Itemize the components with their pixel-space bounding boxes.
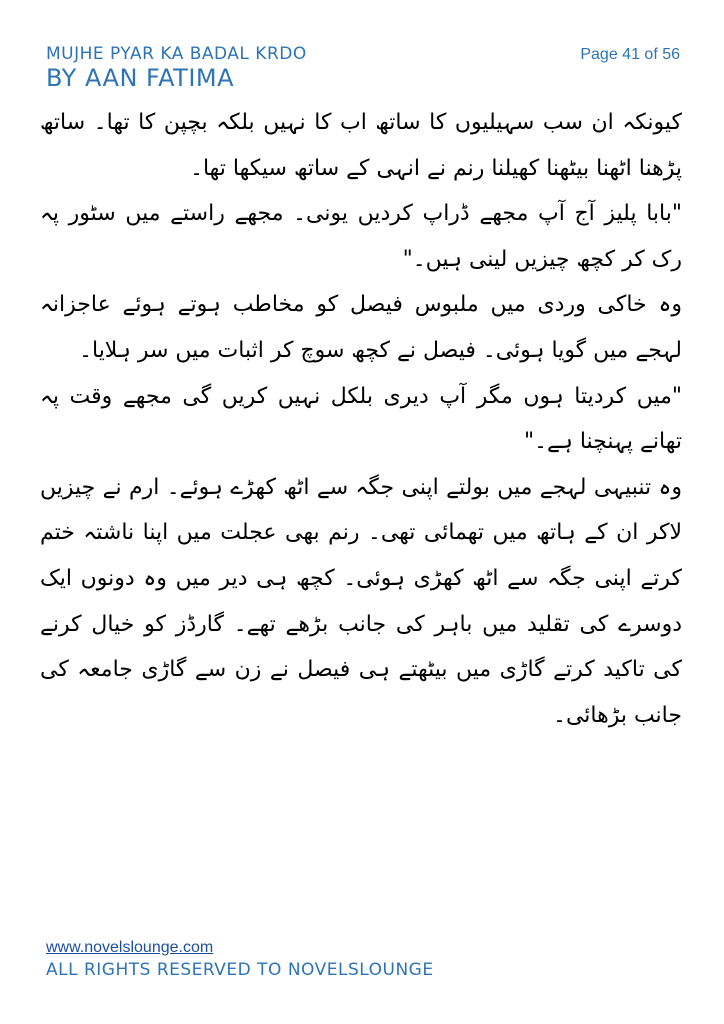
paragraph: کیونکہ ان سب سہیلیوں کا ساتھ اب کا نہیں بلکہ بچپن کا تھا۔ ساتھ پڑھنا اٹھنا بیٹھنا کھیلنا رنم نے انہی کے ساتھ سیکھا تھا۔ [40,110,682,181]
paragraph: "میں کردیتا ہوں مگر آپ دیری بلکل نہیں کریں گی مجھے وقت پہ تھانے پہنچنا ہے۔" [40,383,682,455]
page-header [46,44,307,92]
story-text [40,100,682,738]
paragraph: "بابا پلیز آج آپ مجھے ڈراپ کردیں یونی۔ مجھے راستے میں سٹور پہ رک کر کچھ چیزیں لینی ہیں۔" [40,201,682,272]
novel-title: MUJHE PYAR KA BADAL KRDO [46,44,307,64]
website-link[interactable]: www.novelslounge.com [46,939,214,956]
paragraph: وہ خاکی وردی میں ملبوس فیصل کو مخاطب ہوتے ہوئے عاجزانہ لہجے میں گویا ہوئی۔ فیصل نے کچھ سوچ کر اثبات میں سر ہلایا۔ [40,292,682,363]
author-name: BY AAN FATIMA [46,64,235,92]
page-number: Page 41 of 56 [580,46,680,63]
paragraph: وہ تنبیہی لہجے میں بولتے اپنی جگہ سے اٹھ کھڑے ہوئے۔ ارم نے چیزیں لاکر ان کے ہاتھ میں تھمائی تھی۔ رنم بھی عجلت میں اپنا ناشتہ ختم کرتے اپنی جگہ سے اٹھ کھڑی ہوئی۔ کچھ ہی دیر میں وہ دونوں ایک دوسرے کی تقلید میں باہر کی جانب بڑھے تھے۔ گارڈز کو خیال کرنے کی تاکید کرتے گاڑی میں بیٹھتے ہی فیصل نے زن سے گاڑی جامعہ کی جانب بڑھائی۔ [40,474,682,728]
copyright-notice: ALL RIGHTS RESERVED TO NOVELSLOUNGE [46,960,434,980]
page-footer [46,938,434,982]
